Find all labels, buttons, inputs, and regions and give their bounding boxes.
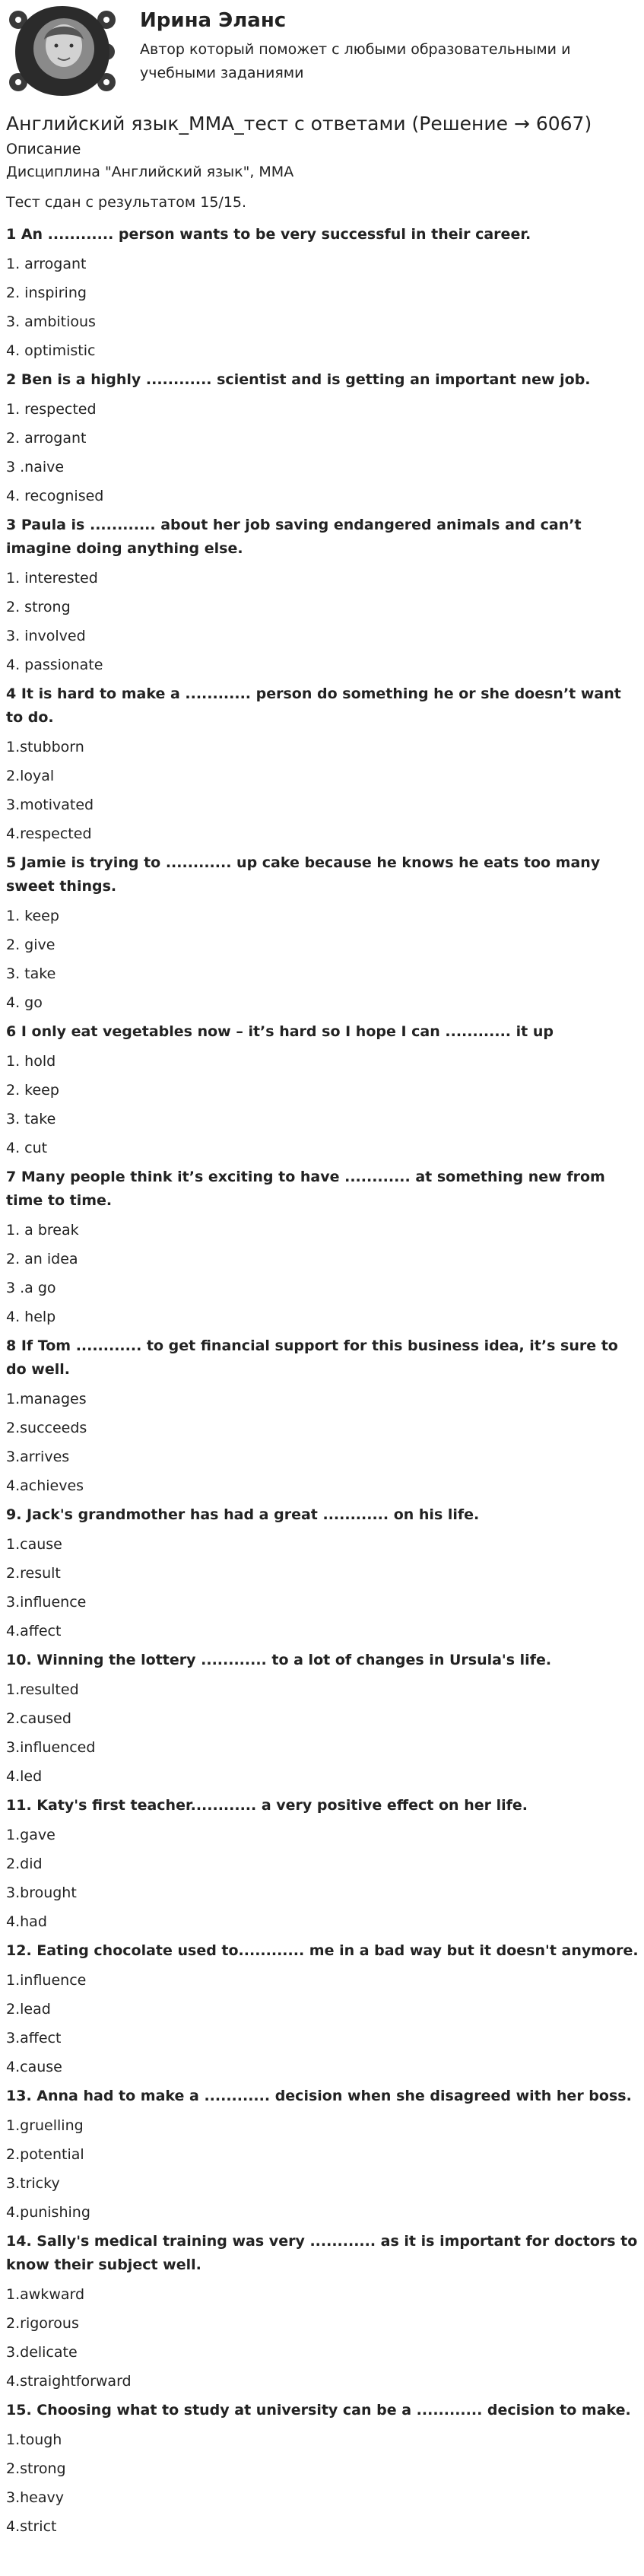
answer-option: 3.influenced [6,1739,96,1756]
answer-option: 1.stubborn [6,739,84,755]
author-description: Автор который поможет с любыми образовательными и учебными заданиями [140,41,571,81]
question-text: 11. Katy's first teacher............ a very positive effect on her life. [6,1797,528,1814]
answer-option: 3. involved [6,628,86,644]
answer-option: 1. arrogant [6,256,87,272]
question-text: 6 I only eat vegetables now – it’s hard so I hope I can ............ it up [6,1023,554,1040]
answer-option: 3 .naive [6,459,65,475]
answer-option: 3 .a go [6,1280,56,1296]
answer-option: 4. go [6,994,43,1011]
answer-option: 2. strong [6,599,71,615]
question-block [6,1646,639,1791]
answer-option: 2.loyal [6,768,55,784]
question-text: 1 An ............ person wants to be very successful in their career. [6,226,531,243]
page-title: Английский язык_ММА_тест с ответами (Решение → 6067) [6,113,592,135]
answer-option: 4. recognised [6,488,104,504]
author-name[interactable]: Ирина Эланс [140,9,287,32]
question-text: 15. Choosing what to study at university can be a ............ decision to make. [6,2402,631,2419]
question-block [6,2396,639,2541]
answer-option: 2.result [6,1565,61,1582]
author-header [0,0,644,103]
question-block [6,1791,639,1936]
answer-option: 1. a break [6,1222,79,1239]
answer-option: 1.cause [6,1536,62,1553]
question-text: 14. Sally's medical training was very ............ as it is important for doctors to know their subject well. [6,2233,638,2273]
question-block [6,1331,639,1500]
answer-option: 2.lead [6,2001,51,2018]
document-content [6,110,639,2541]
question-block [6,220,639,365]
answer-option: 2.did [6,1856,43,1872]
answer-option: 3.tricky [6,2175,60,2192]
question-block [6,679,639,848]
question-block [6,510,639,679]
answer-option: 1.influence [6,1972,87,1989]
answer-option: 2. inspiring [6,285,87,301]
answer-option: 2. give [6,937,56,953]
answer-option: 4.led [6,1768,43,1785]
question-text: 10. Winning the lottery ............ to a lot of changes in Ursula's life. [6,1652,552,1668]
answer-option: 2.potential [6,2146,84,2163]
question-block [6,1017,639,1162]
discipline-text: Дисциплина "Английский язык", ММА [6,164,294,180]
question-block [6,1500,639,1646]
answer-option: 4.affect [6,1623,62,1639]
answer-option: 1.tough [6,2431,62,2448]
answer-option: 1.manages [6,1391,87,1407]
answer-option: 2. an idea [6,1251,78,1267]
answer-option: 1. hold [6,1053,56,1070]
question-text: 4 It is hard to make a ............ person do something he or she doesn’t want to do. [6,685,621,726]
answer-option: 3.heavy [6,2489,64,2506]
answer-option: 2. keep [6,1082,59,1099]
answer-option: 2.succeeds [6,1420,87,1436]
answer-option: 4.punishing [6,2204,90,2221]
answer-option: 4. passionate [6,657,103,673]
answer-option: 1. keep [6,908,59,924]
answer-option: 4.cause [6,2059,62,2075]
question-block [6,1936,639,2081]
answer-option: 3.arrives [6,1449,70,1465]
answer-option: 1.resulted [6,1681,79,1698]
question-text: 7 Many people think it’s exciting to have ............ at something new from time to time. [6,1169,605,1209]
answer-option: 3. ambitious [6,313,96,330]
answer-option: 4.had [6,1913,47,1930]
answer-option: 2.rigorous [6,2315,79,2332]
questions-list [6,220,639,2541]
answer-option: 4.achieves [6,1477,84,1494]
question-text: 2 Ben is a highly ............ scientist and is getting an important new job. [6,371,591,388]
answer-option: 2.strong [6,2460,66,2477]
question-block [6,848,639,1017]
answer-option: 1. respected [6,401,97,418]
question-block [6,1162,639,1331]
question-text: 9. Jack's grandmother has had a great ............ on his life. [6,1506,480,1523]
author-avatar [6,3,119,99]
answer-option: 3.influence [6,1594,87,1611]
answer-option: 1.awkward [6,2286,85,2303]
answer-option: 3. take [6,965,56,982]
question-text: 8 If Tom ............ to get financial support for this business idea, it’s sure to do well. [6,1337,618,1378]
answer-option: 2.caused [6,1710,71,1727]
question-block [6,2081,639,2227]
answer-option: 3.affect [6,2030,62,2046]
answer-option: 4. help [6,1309,56,1325]
answer-option: 1. interested [6,570,98,587]
answer-option: 3.brought [6,1884,77,1901]
answer-option: 4.straightforward [6,2373,132,2390]
answer-option: 3.delicate [6,2344,78,2361]
answer-option: 3.motivated [6,797,94,813]
answer-option: 1.gave [6,1827,56,1843]
question-text: 13. Anna had to make a ............ decision when she disagreed with her boss. [6,2088,632,2104]
answer-option: 4.strict [6,2518,57,2535]
answer-option: 4. cut [6,1140,48,1156]
description-label: Описание [6,141,81,157]
question-text: 5 Jamie is trying to ............ up cake because he knows he eats too many sweet things. [6,854,601,895]
question-block [6,365,639,510]
question-block [6,2227,639,2396]
question-text: 12. Eating chocolate used to............ me in a bad way but it doesn't anymore. [6,1942,639,1959]
answer-option: 3. take [6,1111,56,1127]
answer-option: 2. arrogant [6,430,87,447]
answer-option: 4. optimistic [6,342,96,359]
test-result: Тест сдан с результатом 15/15. [6,194,247,211]
answer-option: 1.gruelling [6,2117,84,2134]
question-text: 3 Paula is ............ about her job saving endangered animals and can’t imagine doing anything else. [6,517,582,557]
answer-option: 4.respected [6,825,92,842]
